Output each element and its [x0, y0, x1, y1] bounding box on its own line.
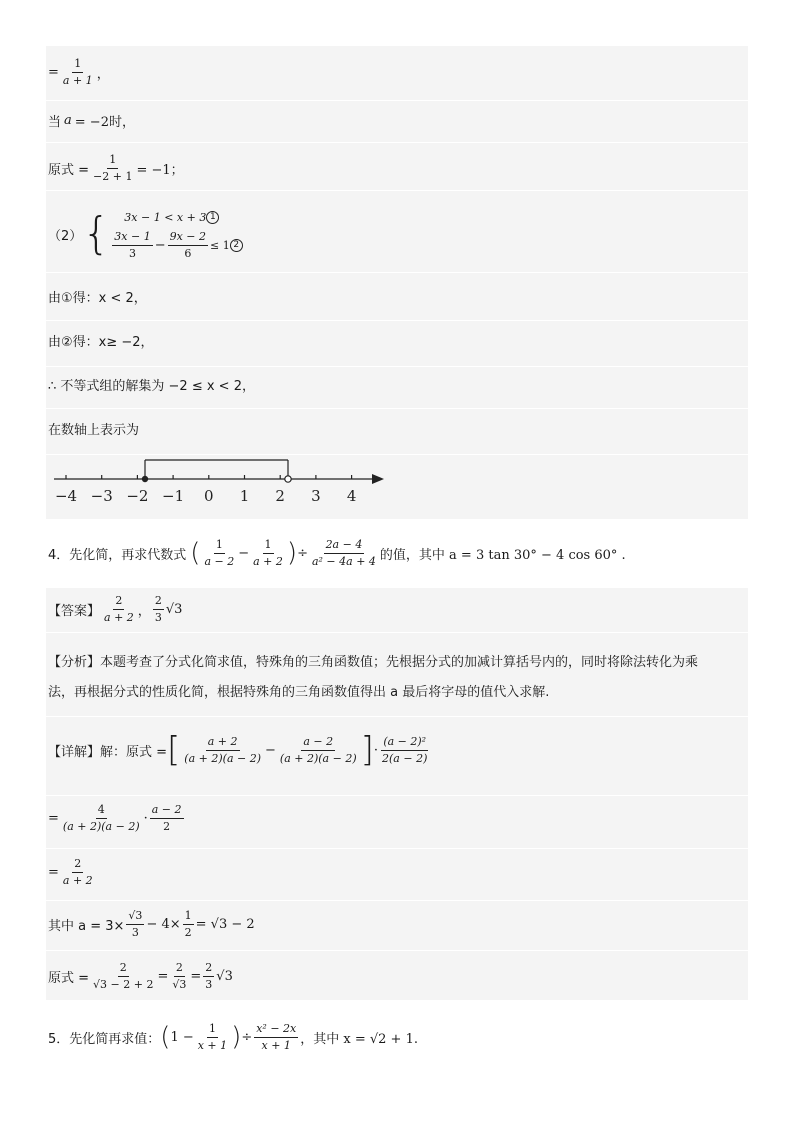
- tick-label: −3: [90, 487, 113, 505]
- detail-step-4: 其中 a = 3× $\frac{√3}{3}$ − 4× $\frac{1}{2}$ = √3 − 2: [48, 908, 255, 939]
- analysis-line-2: 法，再根据分式的性质化简，根据特殊角的三角函数值得出 a 最后将字母的值代入求解.: [48, 684, 550, 700]
- solve-first: 由①得：x < 2，: [48, 290, 147, 306]
- closed-point: [142, 476, 148, 482]
- tick-label: −1: [162, 487, 185, 505]
- number-line: [46, 454, 396, 516]
- solution-block-1: [46, 46, 748, 519]
- detail-step-5: 原式 = $\frac{2}{√3 - 2 + 2}$ = $\frac{2}{√3}$ = $\frac{2}{3}$ √3: [48, 960, 233, 991]
- tick-label: −4: [54, 487, 78, 505]
- circled-two: 2: [230, 239, 243, 252]
- number-line-caption: 在数轴上表示为: [48, 422, 140, 438]
- step-result-line: = $\frac{1}{a + 1}$ ，: [48, 56, 110, 87]
- fraction: $\frac{1}{a + 1}$: [62, 56, 93, 87]
- substitute-line: 当 a = −2时，: [48, 112, 135, 130]
- open-point: [285, 476, 291, 482]
- detail-step-3: = $\frac{2}{a + 2}$: [48, 856, 93, 887]
- question-5: 5．先化简再求值： ( 1 − $\frac{1}{x + 1}$ ) ÷ $\frac{\text{x² − 2x}}{x + 1}$ ，其中 x = √2 + 1.: [48, 1021, 418, 1052]
- evaluate-line: 原式 = $\frac{1}{-2 + 1}$ = −1；: [48, 152, 184, 183]
- detail-line: 【详解】解：原式 = [ $\frac{a + 2}{(a + 2)(a - 2)}$ − $\frac{a - 2}{(a + 2)(a - 2)}$ ] · $\frac{\text{(a − 2)²}}{2(a - 2)}$: [48, 730, 428, 770]
- solve-second: 由②得：x≥ −2，: [48, 334, 154, 350]
- tick-label: 2: [275, 487, 285, 505]
- inequality-system: （2） { 3x − 1 < x + 3 1 $\frac{3x - 1}{3}$ − $\frac{9x - 2}{6}$ ≤ 1 2: [48, 202, 243, 266]
- tick-label: 4: [346, 487, 357, 505]
- tick-label: 1: [239, 487, 250, 505]
- left-brace: {: [82, 208, 111, 259]
- circled-one: 1: [206, 211, 219, 224]
- fraction: $\frac{1}{-2 + 1}$: [93, 152, 133, 183]
- tick-label: 0: [204, 487, 214, 505]
- answer-line: 【答案】 $\frac{2}{a + 2}$ ， $\frac{2}{3}$ √3: [48, 593, 183, 624]
- tick-label: 3: [311, 487, 321, 505]
- tick-label: −2: [126, 487, 149, 505]
- question-4: 4．先化简，再求代数式 ( $\frac{1}{a - 2}$ − $\frac{1}{a + 2}$ ) ÷ $\frac{2a - 4}{\text{a² − 4a + 4}}$ 的值，其中 a = 3 tan 30° − 4 cos 60° .: [48, 537, 626, 568]
- detail-step-2: = $\frac{4}{(a + 2)(a - 2)}$ · $\frac{a - 2}{2}$: [48, 802, 182, 833]
- solution-set: ∴ 不等式组的解集为 −2 ≤ x < 2，: [48, 378, 255, 394]
- analysis-line-1: 【分析】本题考查了分式化简求值，特殊角的三角函数值；先根据分式的加减计算括号内的，同时将除法转化为乘: [48, 654, 699, 670]
